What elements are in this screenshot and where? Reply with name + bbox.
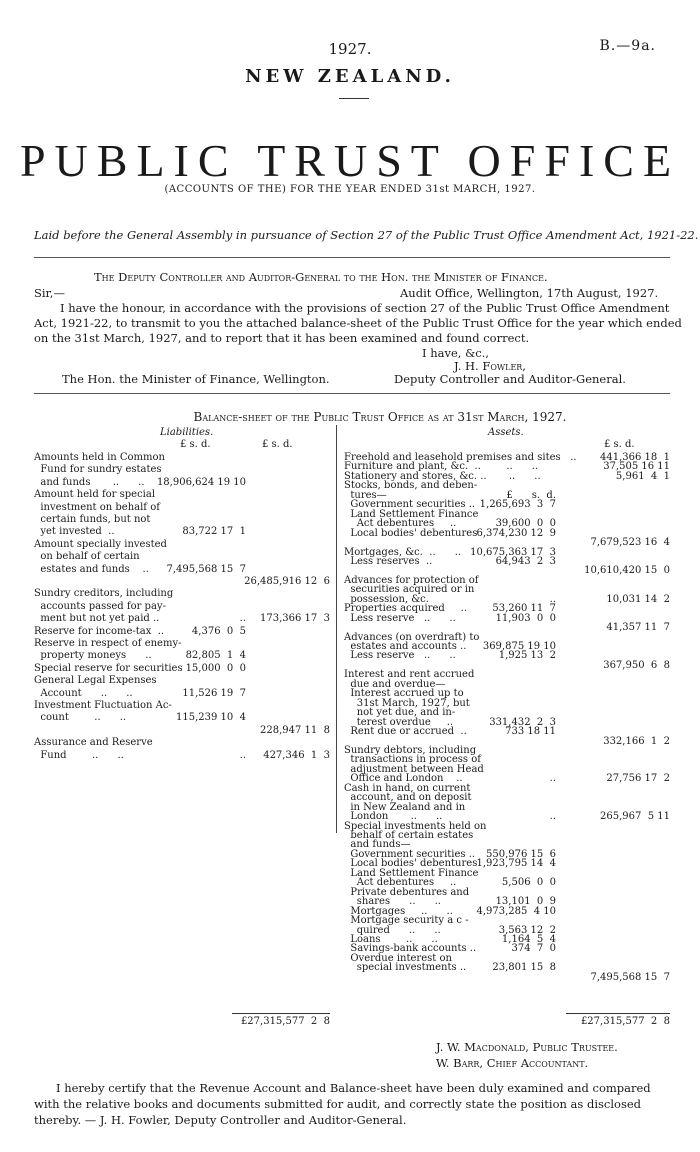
asset-row-label: Rent due or accrued .. [344,726,467,738]
asset-row-label: behalf of certain estates [344,830,474,841]
asset-row-amount: 13,101 0 9 [495,896,556,908]
asset-row-label: Interest and rent accrued [344,669,475,681]
liabilities-total-rule [232,1013,330,1014]
letter-body-1: I have the honour, in accordance with the provisions of section 27 of the Public Trust Office Amendment [60,301,670,315]
liability-row-amount: 15,000 0 0 [185,662,246,674]
asset-row-amount: 1,923,795 14 4 [476,858,556,870]
letter-close: I have, &c., [422,346,490,360]
liability-row-label: Account .. .. [34,687,133,699]
asset-row-label: Mortgages .. .. [344,905,453,917]
liability-row-label: Assurance and Reserve [34,737,153,749]
asset-row-label: Overdue interest on [344,952,452,964]
asset-row-label: and funds— [344,839,411,851]
asset-row-label: Act debentures .. [344,877,457,889]
asset-row-amount: .. [549,811,556,823]
asset-row-amount: 10,675,363 17 3 [470,546,556,558]
liability-row-label: Reserve in respect of enemy- [34,638,182,649]
letter-signer: J. H. Fowler, [454,359,526,373]
asset-row-label: Loans .. .. [344,933,438,945]
liability-row-label: yet invested .. [34,526,115,538]
liability-row-amount: 83,722 17 1 [182,526,246,538]
liability-row-label: Investment Fluctuation Ac- [34,700,172,711]
page-year: 1927. [328,40,372,58]
asset-row-label: Interest accrued up to [344,688,464,700]
asset-row-label: not yet due, and in- [344,707,456,719]
asset-row-label: tures— [344,489,387,501]
liabilities-total: £27,315,577 2 8 [240,1016,330,1027]
country-heading: NEW ZEALAND. [245,66,455,87]
page-ref: B.—9a. [599,38,656,54]
asset-currency-head: £ s. d. [604,439,635,450]
laid-before-note: Laid before the General Assembly in pursuance of Section 27 of the Public Trust Office Amendment Act, 1921-22. [34,228,699,242]
liability-row-subtotal: 173,366 17 3 [260,613,330,625]
asset-row-label: Mortgages, &c. .. .. [344,546,462,558]
liability-row-subtotal: 228,947 11 8 [260,724,330,736]
asset-row-amount: .. [549,773,556,785]
asset-row-label: Cash in hand, on current [344,782,471,794]
liability-row-label: investment on behalf of [34,501,160,513]
assets-total-rule [566,1013,670,1014]
liabilities-heading: Liabilities. [160,427,214,438]
asset-row-subtotal: 7,495,568 15 7 [590,971,670,983]
liability-row-label: Fund .. .. [34,749,124,761]
asset-row-label: Less reserves .. [344,555,433,567]
liability-row-label: ment but not yet paid .. [34,613,160,625]
liab-currency-head-1: £ s. d. [180,439,211,450]
asset-row-label: estates and accounts .. [344,641,467,652]
asset-row-label: special investments .. [344,962,467,974]
asset-row-label: Sundry debtors, including [344,744,477,756]
column-divider [336,425,337,833]
asset-row-label: Government securities .. [344,499,476,511]
asset-row-label: in New Zealand and in [344,801,466,813]
asset-row-amount: .. [549,593,556,605]
signature-chief-accountant: W. Barr, Chief Accountant. [436,1056,589,1070]
asset-row-label: Less reserve .. .. [344,612,456,624]
liability-row-amount: .. [239,613,246,625]
heading-rule [339,98,369,99]
asset-row-label: Local bodies' debentures [344,527,478,539]
assets-heading: Assets. [488,427,524,438]
liability-row-label: Sundry creditors, including [34,588,174,600]
liability-row-amount: 4,376 0 5 [191,625,246,637]
asset-row-label: Less reserve .. .. [344,650,456,662]
asset-row-subtotal: 332,166 1 2 [603,735,670,747]
asset-row-label: securities acquired or in [344,584,475,596]
asset-row-amount: 3,563 12 2 [498,924,556,936]
liability-row-label: Amounts held in Common [34,452,165,463]
asset-row-subtotal: 41,357 11 7 [606,622,670,634]
asset-row-amount: 11,903 0 0 [495,612,556,624]
asset-row-amount: 23,801 15 8 [492,962,556,974]
asset-row-amount: 64,943 2 3 [495,555,556,567]
asset-row-amount: 331,432 2 3 [489,716,556,728]
asset-row-label: Stationery and stores, &c. .. .. .. [344,470,541,482]
asset-row-subtotal: 37,505 16 11 [603,461,670,473]
asset-row-label: terest overdue .. [344,716,454,728]
liability-row-amount: .. [239,749,246,761]
letter-salutation: Sir,— [34,286,65,300]
asset-row-label: Special investments held on [344,820,487,832]
liability-row-label: accounts passed for pay- [34,600,166,612]
asset-row-label: Government securities .. [344,848,476,860]
asset-row-label: Act debentures .. [344,518,457,530]
balance-sheet-title: Balance-sheet of the Public Trust Office as at 31st March, 1927. [193,410,567,424]
liab-currency-head-2: £ s. d. [262,439,293,450]
letter-place-date: Audit Office, Wellington, 17th August, 1927. [400,286,659,300]
liability-row-amount: 7,495,568 15 7 [166,563,246,575]
liability-row-amount: 82,805 1 4 [185,650,246,662]
signature-public-trustee: J. W. Macdonald, Public Trustee. [436,1040,618,1054]
asset-row-label: Private debentures and [344,886,470,898]
liability-row-label: property moneys .. [34,650,152,662]
asset-row-label: Land Settlement Finance [344,508,479,520]
asset-row-label: Stocks, bonds, and deben- [344,480,478,492]
liability-row-label: Amount specially invested [34,538,167,550]
asset-row-subtotal: 27,756 17 2 [606,773,670,785]
asset-row-amount: 1,265,693 3 7 [479,499,556,511]
asset-row-label: Land Settlement Finance [344,867,479,879]
asset-row-label: Freehold and leasehold premises and sites .. [344,452,577,463]
asset-row-subtotal: 5,961 4 1 [615,470,670,482]
asset-row-label: Savings-bank accounts .. [344,943,477,955]
liability-row-label: Special reserve for securities [34,662,183,674]
asset-row-amount: 39,600 0 0 [495,518,556,530]
liability-row-label: Fund for sundry estates [34,464,162,476]
asset-row-amount: £ s. d. [506,489,556,501]
liability-row-label: Reserve for income-tax .. [34,625,165,637]
liability-row-amount: 18,906,624 19 10 [156,476,246,488]
letter-signer-title: Deputy Controller and Auditor-General. [394,372,626,386]
asset-row-amount: 4,973,285 4 10 [476,905,556,917]
liability-row-label: Amount held for special [34,489,156,501]
asset-row-label: quired .. .. [344,924,441,936]
liability-row-label: General Legal Expenses [34,675,157,687]
asset-row-label: London .. .. [344,811,443,823]
asset-row-amount: 550,976 15 6 [486,848,556,860]
liability-row-amount: 11,526 19 7 [182,687,246,699]
liability-row-subtotal: 427,346 1 3 [263,749,330,761]
asset-row-amount: 374 7 0 [511,943,556,955]
letter-addressee: The Hon. the Minister of Finance, Wellington. [62,372,330,386]
asset-row-label: Mortgage security a c - [344,915,469,927]
asset-row-label: Properties acquired .. [344,603,468,615]
asset-row-label: Advances for protection of [344,574,479,586]
asset-row-label: Furniture and plant, &c. .. .. .. [344,461,539,473]
asset-row-label: Office and London .. [344,773,463,785]
asset-row-amount: 53,260 11 7 [492,603,556,615]
liability-row-label: certain funds, but not [34,514,151,525]
asset-row-subtotal: 265,967 5 11 [600,811,670,823]
asset-row-label: shares .. .. [344,896,441,908]
asset-row-amount: 1,164 5 4 [501,933,556,945]
asset-row-subtotal: 10,610,420 15 0 [584,565,670,577]
asset-row-subtotal: 10,031 14 2 [606,593,670,605]
letter-from-to: The Deputy Controller and Auditor-General to the Hon. the Minister of Finance. [94,270,548,284]
liability-row-label: and funds .. .. [34,476,145,488]
asset-row-label: due and overdue— [344,678,446,690]
asset-row-label: possession, &c. [344,593,429,605]
asset-row-amount: 733 18 11 [505,726,556,738]
liability-row-label: on behalf of certain [34,551,140,563]
asset-row-amount: 5,506 0 0 [501,877,556,889]
liability-row-label: count .. .. [34,712,127,724]
liability-row-label: estates and funds .. [34,563,149,575]
liability-row-amount: 115,239 10 4 [176,712,246,724]
asset-row-amount: 6,374,230 12 9 [476,527,556,539]
asset-row-label: Local bodies' debentures [344,858,478,870]
asset-row-label: Advances (on overdraft) to [344,631,480,643]
letter-body-3: on the 31st March, 1927, and to report that it has been examined and found correct. [34,331,530,345]
document-title: PUBLIC TRUST OFFICE [19,135,681,186]
letter-body-2: Act, 1921-22, to transmit to you the attached balance-sheet of the Public Trust Office for the year which ended [34,316,682,330]
asset-row-subtotal: 441,366 18 1 [600,452,670,463]
asset-row-label: 31st March, 1927, but [344,697,470,709]
divider [34,257,670,258]
document-subtitle: (ACCOUNTS OF THE) FOR THE YEAR ENDED 31st MARCH, 1927. [164,184,536,195]
asset-row-amount: 369,875 19 10 [482,641,556,652]
asset-row-label: transactions in process of [344,754,481,766]
asset-row-subtotal: 7,679,523 16 4 [590,537,670,549]
divider [34,393,670,394]
asset-row-label: account, and on deposit [344,792,472,804]
asset-row-amount: 1,925 13 2 [498,650,556,662]
asset-row-label: adjustment between Head [344,763,484,775]
audit-certificate: I hereby certify that the Revenue Account and Balance-sheet have been duly examined and compared with the relative books and documents submitted for audit, and correctly state the position as disclosed thereby. — J. H. Fowler, Deputy Controller and Auditor-General. [34,1081,651,1127]
liability-row-subtotal: 26,485,916 12 6 [244,576,330,587]
asset-row-subtotal: 367,950 6 8 [603,659,670,671]
assets-total: £27,315,577 2 8 [580,1016,670,1027]
